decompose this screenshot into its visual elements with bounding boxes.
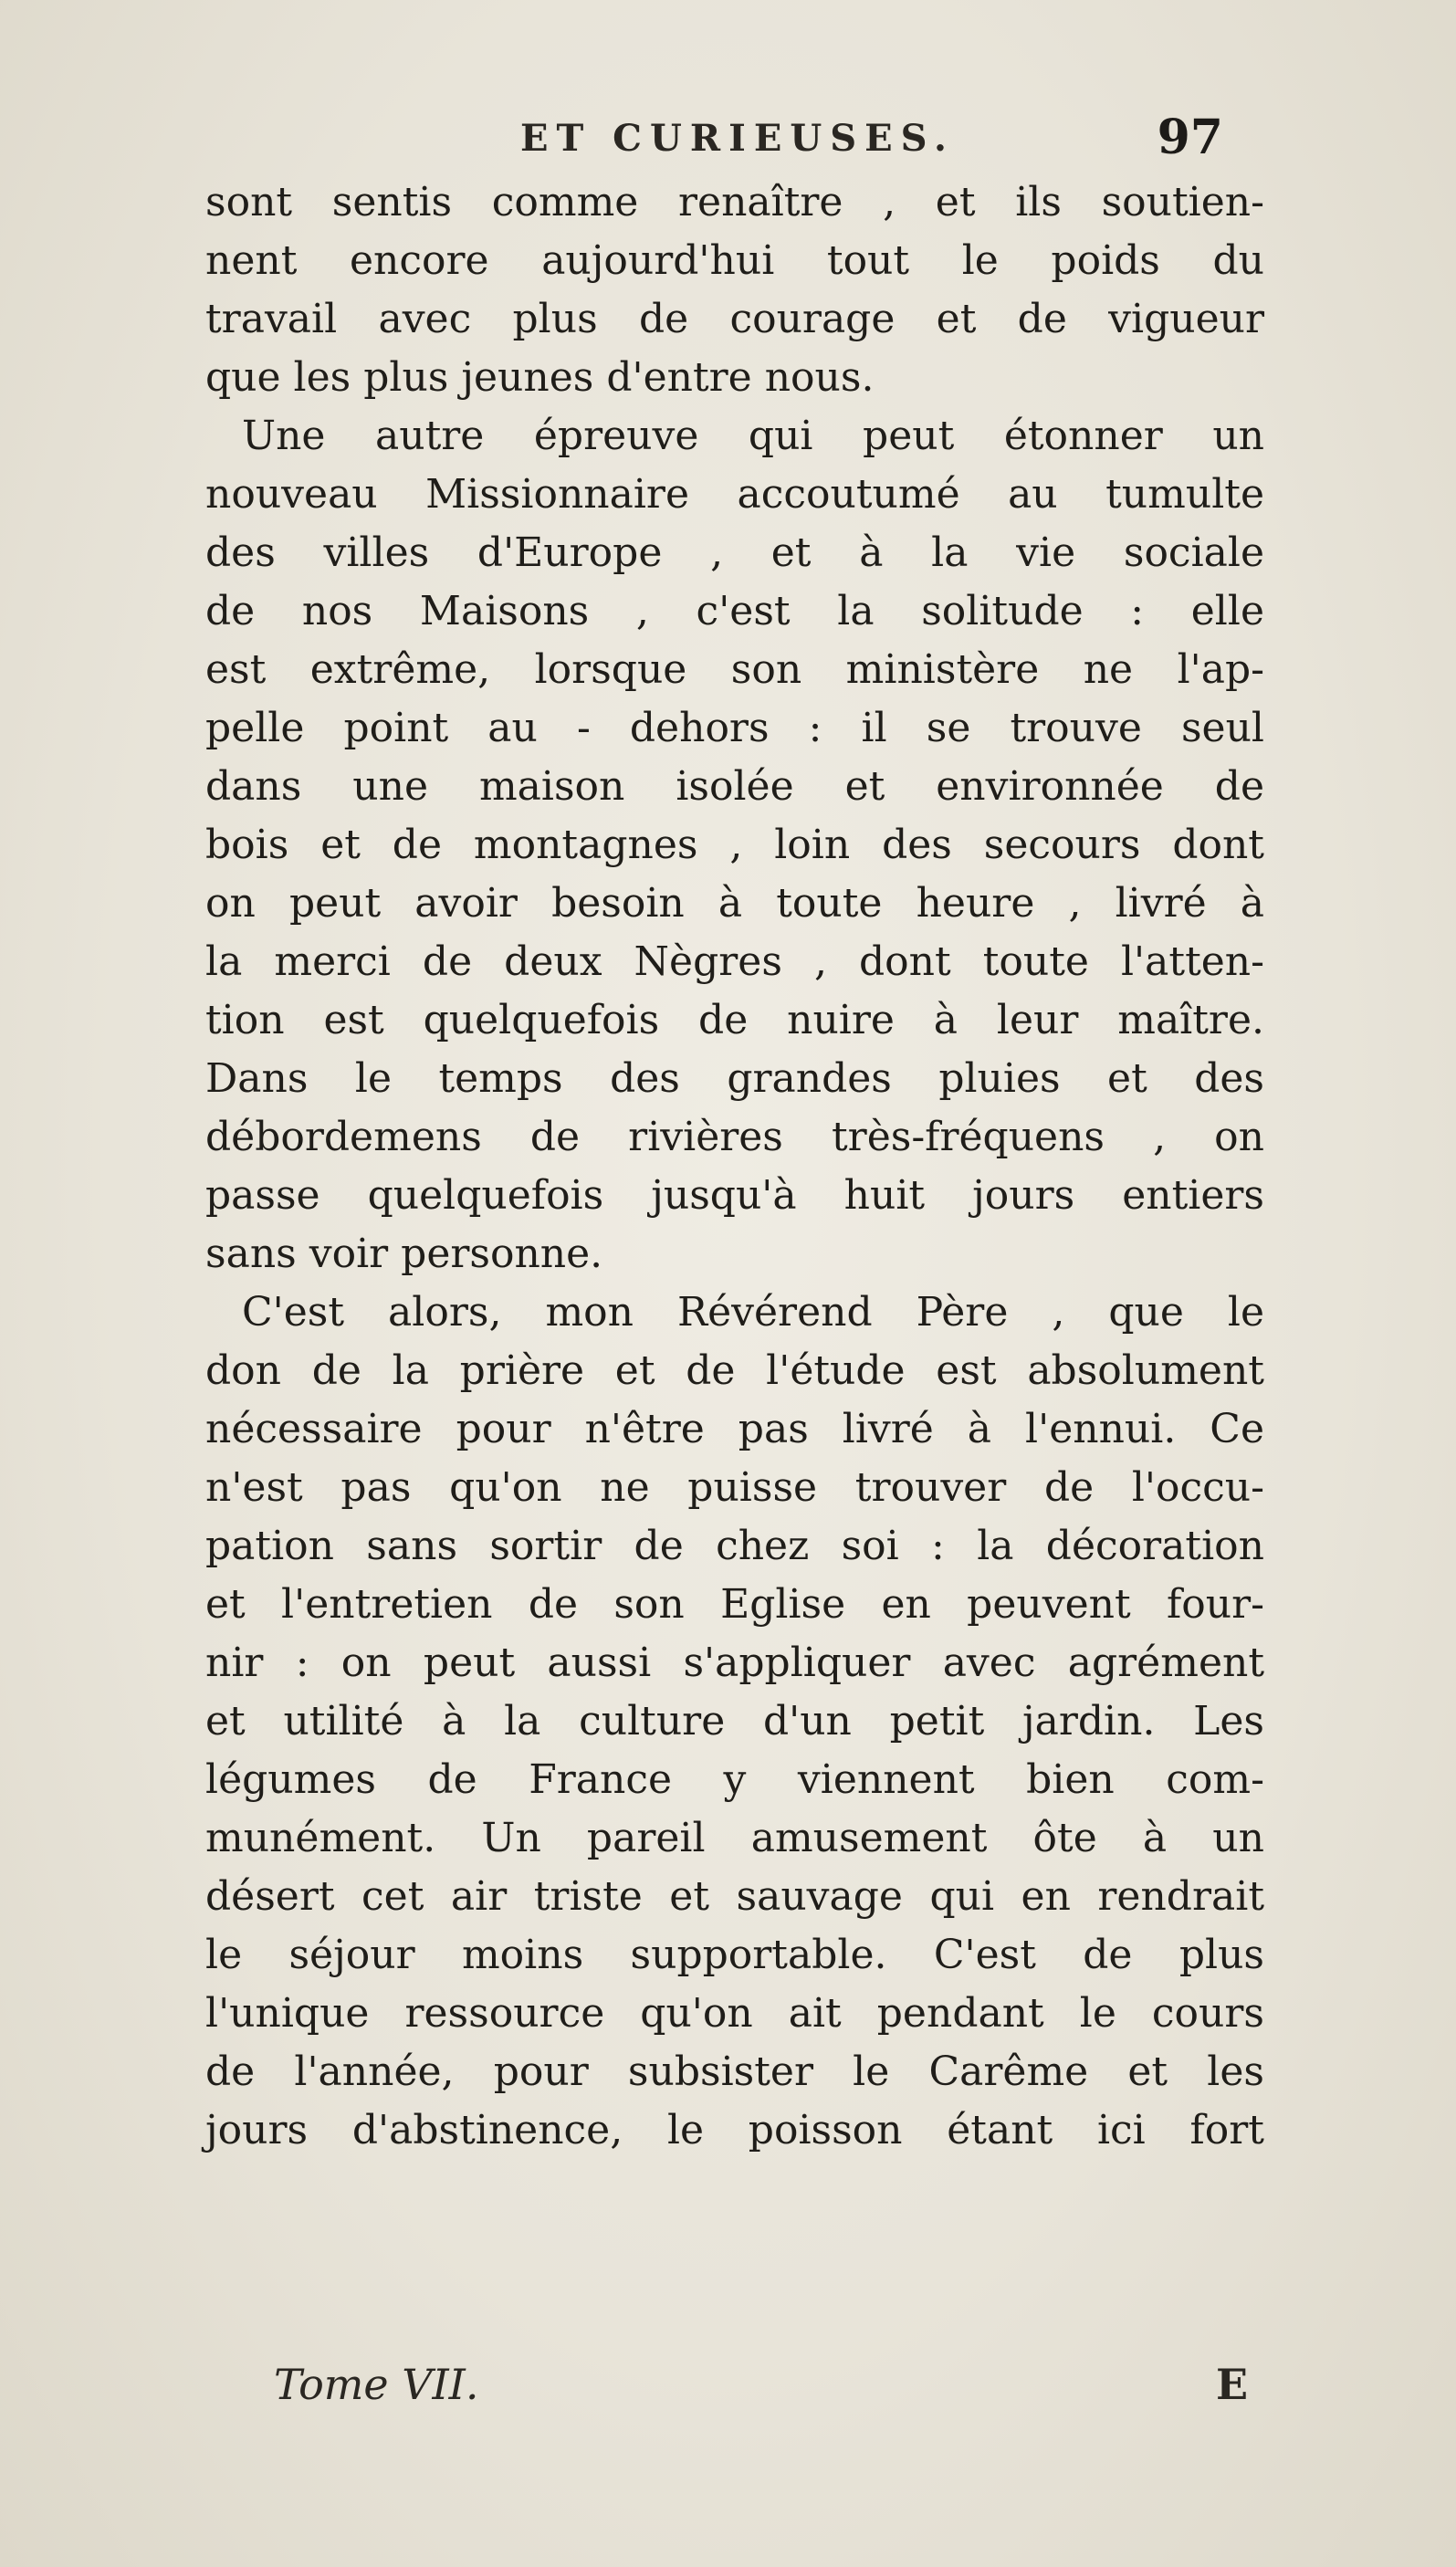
text-line: Une autre épreuve qui peut étonner un <box>242 413 1264 459</box>
text-line: on peut avoir besoin à toute heure , livré à <box>205 880 1264 927</box>
text-line: est extrême, lorsque son ministère ne l'ap- <box>205 646 1264 693</box>
text-line: munément. Un pareil amusement ôte à un <box>205 1815 1264 1861</box>
sheet-mark: E <box>1215 2360 1248 2409</box>
text-line: nir : on peut aussi s'appliquer avec agrément <box>205 1640 1264 1686</box>
text-line: et utilité à la culture d'un petit jardin. Les <box>205 1698 1264 1745</box>
page-footer <box>205 2360 1264 2424</box>
text-line: travail avec plus de courage et de vigueur <box>205 296 1264 342</box>
text-line: dans une maison isolée et environnée de <box>205 763 1264 810</box>
text-line: pation sans sortir de chez soi : la décoration <box>205 1523 1264 1569</box>
text-line: désert cet air triste et sauvage qui en rendrait <box>205 1873 1264 1920</box>
text-line: Dans le temps des grandes pluies et des <box>205 1055 1264 1102</box>
text-line: légumes de France y viennent bien com- <box>205 1756 1264 1803</box>
text-line: nent encore aujourd'hui tout le poids du <box>205 237 1264 284</box>
text-line: de nos Maisons , c'est la solitude : elle <box>205 588 1264 634</box>
text-line: jours d'abstinence, le poisson étant ici fort <box>205 2107 1264 2153</box>
volume-signature: Tome VII. <box>274 2360 479 2409</box>
text-line: bois et de montagnes , loin des secours dont <box>205 822 1264 868</box>
running-title: ET CURIEUSES. <box>520 117 955 160</box>
text-line: débordemens de rivières très-fréquens , on <box>205 1114 1264 1160</box>
text-line: sont sentis comme renaître , et ils soutien- <box>205 179 1264 225</box>
text-line: n'est pas qu'on ne puisse trouver de l'occu- <box>205 1464 1264 1511</box>
running-head <box>210 110 1241 183</box>
text-line: et l'entretien de son Eglise en peuvent four- <box>205 1581 1264 1628</box>
body-text <box>205 173 1264 2160</box>
text-line: nécessaire pour n'être pas livré à l'ennui. Ce <box>205 1406 1264 1452</box>
text-line: sans voir personne. <box>205 1231 603 1277</box>
text-line: passe quelquefois jusqu'à huit jours entiers <box>205 1172 1264 1219</box>
text-line: la merci de deux Nègres , dont toute l'atten- <box>205 938 1264 985</box>
text-line: nouveau Missionnaire accoutumé au tumulte <box>205 471 1264 518</box>
text-line: le séjour moins supportable. C'est de plus <box>205 1932 1264 1978</box>
text-line: don de la prière et de l'étude est absolument <box>205 1347 1264 1394</box>
text-line: pelle point au - dehors : il se trouve seul <box>205 705 1264 751</box>
text-line: l'unique ressource qu'on ait pendant le cours <box>205 1990 1264 2037</box>
text-line: de l'année, pour subsister le Carême et les <box>205 2048 1264 2095</box>
text-line: C'est alors, mon Révérend Père , que le <box>242 1289 1264 1336</box>
text-line: tion est quelquefois de nuire à leur maître. <box>205 997 1264 1043</box>
text-line: que les plus jeunes d'entre nous. <box>205 354 875 401</box>
page-number: 97 <box>1157 110 1223 165</box>
text-line: des villes d'Europe , et à la vie sociale <box>205 529 1264 576</box>
